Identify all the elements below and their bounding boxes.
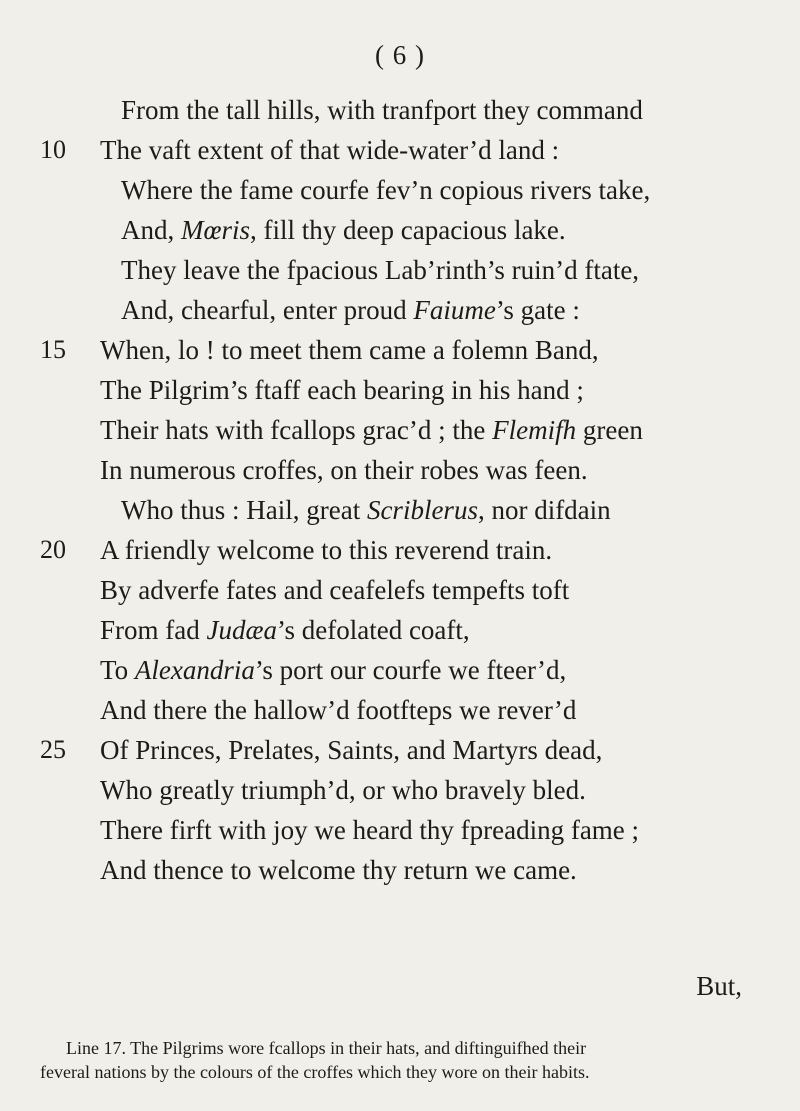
verse-text: And there the hallow’d footfteps we rever’d <box>100 695 577 725</box>
verse-text: green <box>576 415 643 445</box>
footnote-line-2: feveral nations by the colours of the croffes which they wore on their habits. <box>40 1062 590 1082</box>
line-number: 25 <box>40 735 66 764</box>
line-number: 20 <box>40 535 66 564</box>
verse-text: And thence to welcome thy return we came. <box>100 855 577 885</box>
verse-line <box>121 170 800 210</box>
line-number: 15 <box>40 335 66 364</box>
verse-line <box>100 370 780 410</box>
verse-text: In numerous croffes, on their robes was feen. <box>100 455 588 485</box>
verse-text: ’s defolated coaft, <box>276 615 470 645</box>
verse-text: Where the fame courfe fev’n copious rivers take, <box>121 175 651 205</box>
verse-text: , fill thy deep capacious lake. <box>250 215 566 245</box>
italic-name: Mœris <box>181 215 251 245</box>
verse-line <box>100 570 780 610</box>
verse-line <box>121 250 800 290</box>
verse-line <box>100 530 780 570</box>
verse-text: From fad <box>100 615 207 645</box>
verse-line <box>100 730 780 770</box>
verse-text: , nor difdain <box>477 495 611 525</box>
italic-name: Judæa <box>206 615 277 645</box>
page-number: ( 6 ) <box>375 40 425 70</box>
catchword: But, <box>696 971 742 1001</box>
italic-name: Scriblerus <box>366 495 478 525</box>
verse-line <box>100 450 780 490</box>
verse-text: The vaft extent of that wide-water’d land : <box>100 135 560 165</box>
verse-text: A friendly welcome to this reverend train. <box>100 535 553 565</box>
verse-text: When, lo ! to meet them came a folemn Band, <box>100 335 599 365</box>
verse-text: From the tall hills, with tranfport they command <box>121 95 643 125</box>
verse-text: By adverfe fates and ceafelefs tempefts toft <box>100 575 570 605</box>
verse-line <box>100 330 780 370</box>
verse-line <box>100 850 780 890</box>
verse-text: And, chearful, enter proud <box>121 295 414 325</box>
verse-line <box>121 210 800 250</box>
verse-line <box>100 410 780 450</box>
italic-name: Faiume <box>413 295 496 325</box>
verse-text: The Pilgrim’s ftaff each bearing in his hand ; <box>100 375 584 405</box>
verse-text: They leave the fpacious Lab’rinth’s ruin’d ftate, <box>121 255 640 285</box>
footnote-line-1: Line 17. The Pilgrims wore fcallops in their hats, and diftinguifhed their <box>66 1038 587 1058</box>
verse-line <box>100 130 780 170</box>
verse-line <box>121 290 800 330</box>
verse-text: Of Princes, Prelates, Saints, and Martyrs dead, <box>100 735 603 765</box>
verse-text: And, <box>121 215 181 245</box>
verse-text: Who greatly triumph’d, or who bravely bled. <box>100 775 586 805</box>
verse-text: ’s port our courfe we fteer’d, <box>254 655 567 685</box>
verse-line <box>100 690 780 730</box>
verse-text: There firft with joy we heard thy fpreading fame ; <box>100 815 640 845</box>
italic-name: Flemifh <box>492 415 577 445</box>
verse-text: Who thus : Hail, great <box>121 495 367 525</box>
verse-text: Their hats with fcallops grac’d ; the <box>100 415 493 445</box>
verse-line <box>121 490 800 530</box>
verse-line <box>100 610 780 650</box>
verse-text: ’s gate : <box>495 295 580 325</box>
verse-line <box>100 810 780 850</box>
verse-line <box>100 770 780 810</box>
italic-name: Alexandria <box>134 655 255 685</box>
verse-text: To <box>100 655 135 685</box>
verse-line <box>121 90 800 130</box>
verse-line <box>100 650 780 690</box>
line-number: 10 <box>40 135 66 164</box>
